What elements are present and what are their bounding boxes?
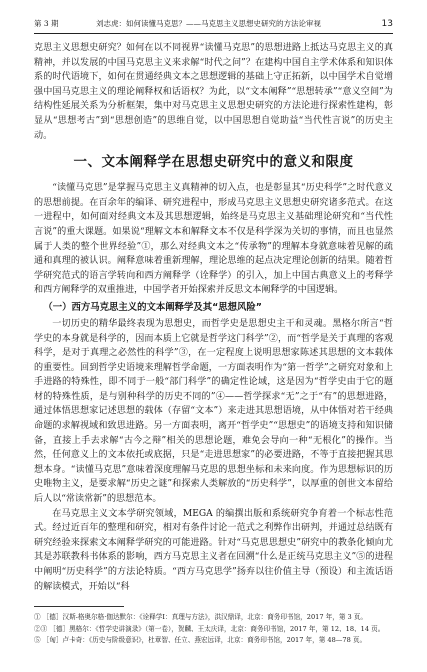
section-heading: 一、文本阐释学在思想史研究中的意义和限度 bbox=[73, 154, 354, 171]
footnote-1: ① ［德］汉斯-格奥尔格·伽达默尔：《诠释学Ⅰ：真理与方法》，洪汉鼎译，北京：商务印书馆，2017 年，第 3 页。 bbox=[34, 613, 367, 621]
header-rule bbox=[34, 33, 393, 34]
footnote-2: ②③ ［德］黑格尔：《哲学史讲演录》（第一卷），贺麟、王太庆译，北京：商务印书馆，2017 年，第 12、18、14 页。 bbox=[34, 624, 385, 633]
issue-label: 第 3 期 bbox=[34, 19, 59, 28]
footnotes bbox=[34, 612, 393, 647]
intro-paragraph: 克思主义思想史研究？如何在以不同视界“读懂马克思”的思想进路上抵达马克思主义的真精神，并以发展的中国马克思主义来求解“时代之问”？在建构中国自主学术体系和知识体系的时代语境下，如何在贯通经典文本之思想逻辑的基础上守正拓新，以中国学术自觉增强中国马克思主义的理论阐释权和话语权？为此，以“文本阐释”“思想转承”“意义空间”为结构性延展关系为分析框架，集中对马克思主义思想史研究的方法论进行探索性建构，彰显从“思想考古”到“思想创造”的思维自觉，以中国思想自觉助益“当代性言说”的历史主动。 bbox=[34, 43, 393, 141]
section-paragraph-3: 在马克思主义文本学研究领域，MEGA 的编撰出版和系统研究争育着一个标志性范式。经过近百年的整理和研究，相对有条件讨论一范式之利弊作出研判，并通过总结既有研究经验来探索文本阐释学研究的可能进路。针对“马克思思想史”研究中的教条化倾向尤其是苏联教科书体系的影响，西方马克思主义者在回溯“什么是正统马克思主义”⑤的进程中阐明“历史科学”的方法论特质。“西方马克思学”扬弃以往价值主导（预设）和主流话语的解读模式，开始以“科 bbox=[34, 508, 393, 592]
page-number: 13 bbox=[381, 19, 393, 29]
footnote-rule bbox=[34, 606, 124, 607]
subsection-heading: （一）西方马克思主义的文本阐释学及其“思想风险” bbox=[43, 301, 262, 313]
running-header bbox=[34, 18, 393, 30]
footnote-3: ⑤ ［匈］卢卡奇：《历史与阶级意识》，杜章智、任立、燕宏远译，北京：商务印书馆，2017 年，第 48—78 页。 bbox=[34, 636, 367, 644]
section-paragraph-2: 一切历史的精华最终表现为思想史，而哲学史是思想史主干和灵魂。黑格尔所言“哲学史的本身就是科学的，因而本质上它就是哲学这门科学”②，而“哲学是关于真理的客观科学，是对于真理之必然性的科学”③，在一定程度上说明思想家陈述其思想的文本载体的重要性。回到哲学史语境来理解哲学命题，一方面表明作为“第一哲学”之研究对象和上手进路的特殊性，即不同于一般“部门科学”的确定性论域，这是因为“哲学史由于它的题材的特殊性质，是与别种科学的历史不同的”④——哲学探求“无”之于“有”的思想进路，通过体悟思想家记述思想的载体（存留“文本”）来走进其思想语境，从中体悟对若干经典命题的求解视域和致思进路。另一方面表明，离开“哲学史”“思想史”的语境支持和知识储备，直接上手去求解“古今之辩”相关的思想论题，难免会导向一种“无根化”的操作。当然，任何意义上的文本依托或底据，只是“走进思想家”的必要进路，不等于直接把握其思想本身。“读懂马克思”意味着深度理解马克思的思想坐标和未来向度。作为思想标识的历史唯物主义，是要求解“历史之谜”和探索人类解放的“历史科学”，以厚重的创世文本留给后人以“常读常新”的思想范本。 bbox=[34, 318, 393, 505]
section-paragraph-1: “读懂马克思”是掌握马克思主义真精神的切入点，也是彰显其“历史科学”之时代意义的思想前提。在百余年的编译、研究进程中，形成马克思主义思想史研究诸多范式。在这一进程中，如何面对经典文本及其思想逻辑，始终是马克思主义基础理论研究和“当代性言说”的重大课题。如果说“理解文本和解释文本不仅是科学深为关切的事情，而且也显然属于人类的整个世界经验”①，那么对经典文本之“传承物”的理解本身就意味着见解的疏通和真理的被认识。阐释意味着重新理解，理论思维的起点决定理论创新的结果。随着哲学研究范式的语言学转向和西方阐释学（诠释学）的引入，加上中国古典意义上的考释学和西方阐释学的双重推进，中国学者开始探索并反思文本阐释学的中国逻辑。 bbox=[34, 183, 393, 296]
running-title: 刘志虎：如何读懂马克思？——马克思主义思想史研究的方法论审视 bbox=[96, 19, 321, 28]
main-text bbox=[34, 41, 393, 594]
